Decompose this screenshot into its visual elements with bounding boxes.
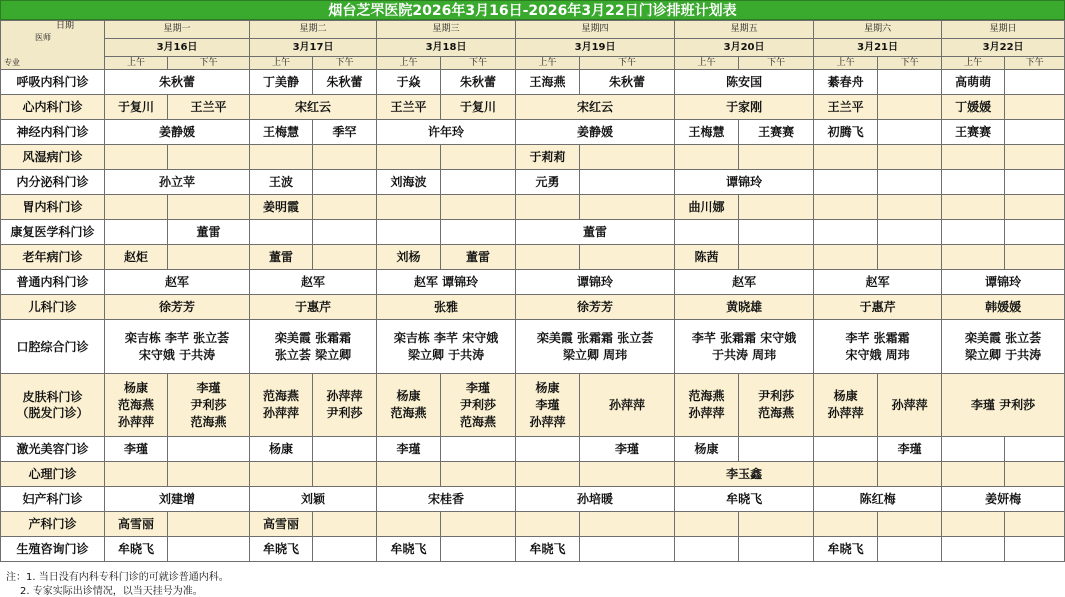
doctor-cell: 赵炬 <box>105 245 168 270</box>
doctor-cell <box>739 512 814 537</box>
doctor-cell: 季罕 <box>313 120 377 145</box>
doctor-cell <box>105 145 168 170</box>
doctor-cell: 朱秋蕾 <box>441 70 516 95</box>
doctor-cell <box>441 145 516 170</box>
department-name: 心内科门诊 <box>1 95 105 120</box>
doctor-cell: 李瑾 尹利莎 范海燕 <box>168 374 250 437</box>
doctor-cell <box>168 512 250 537</box>
doctor-cell: 王波 <box>250 170 313 195</box>
doctor-cell: 李瑾 尹利莎 范海燕 <box>441 374 516 437</box>
doctor-cell: 牟晓飞 <box>377 537 441 562</box>
schedule-title: 烟台芝罘医院2026年3月16日-2026年3月22日门诊排班计划表 <box>0 0 1065 20</box>
doctor-cell: 李瑾 <box>377 437 441 462</box>
doctor-cell <box>168 537 250 562</box>
doctor-cell: 于焱 <box>377 70 441 95</box>
doctor-cell: 李瑾 尹利莎 <box>942 374 1065 437</box>
doctor-cell <box>878 220 942 245</box>
doctor-cell: 徐芳芳 <box>516 295 675 320</box>
doctor-cell: 宋红云 <box>250 95 377 120</box>
doctor-cell: 于惠芹 <box>814 295 942 320</box>
doctor-cell <box>1005 245 1065 270</box>
doctor-cell <box>878 512 942 537</box>
doctor-cell <box>814 245 878 270</box>
doctor-cell: 刘建增 <box>105 487 250 512</box>
doctor-cell: 杨康 李瑾 孙萍萍 <box>516 374 580 437</box>
schedule-table <box>0 20 1065 562</box>
footnote-2: 2. 专家实际出诊情况，以当天挂号为准。 <box>20 586 203 597</box>
weekday-header-row <box>1 21 1065 39</box>
doctor-cell: 綦春舟 <box>814 70 878 95</box>
doctor-cell <box>441 437 516 462</box>
schedule-row <box>1 437 1065 462</box>
doctor-cell: 杨康 范海燕 孙萍萍 <box>105 374 168 437</box>
date-header: 3月16日 <box>105 39 250 57</box>
weekday-header: 星期三 <box>377 21 516 39</box>
department-name: 激光美容门诊 <box>1 437 105 462</box>
doctor-cell <box>377 195 441 220</box>
doctor-cell <box>675 512 739 537</box>
department-name: 胃内科门诊 <box>1 195 105 220</box>
doctor-cell <box>942 512 1005 537</box>
schedule-row <box>1 120 1065 145</box>
doctor-cell: 栾吉栋 李芊 张立荟 宋守娥 于共涛 <box>105 320 250 374</box>
department-name: 儿科门诊 <box>1 295 105 320</box>
half-day-header-row <box>1 57 1065 70</box>
doctor-cell: 姜静媛 <box>516 120 675 145</box>
department-name: 妇产科门诊 <box>1 487 105 512</box>
doctor-cell <box>878 145 942 170</box>
doctor-cell <box>675 537 739 562</box>
department-name: 老年病门诊 <box>1 245 105 270</box>
doctor-cell: 牟晓飞 <box>516 537 580 562</box>
doctor-cell <box>377 462 441 487</box>
doctor-cell: 牟晓飞 <box>105 537 168 562</box>
doctor-cell: 朱秋蕾 <box>580 70 675 95</box>
morning-header: 上午 <box>675 57 739 70</box>
doctor-cell: 李玉鑫 <box>675 462 814 487</box>
schedule-row <box>1 320 1065 374</box>
doctor-cell: 姜静媛 <box>105 120 250 145</box>
schedule-row <box>1 170 1065 195</box>
doctor-cell: 董雷 <box>250 245 313 270</box>
weekday-header: 星期五 <box>675 21 814 39</box>
doctor-cell <box>580 512 675 537</box>
date-header: 3月22日 <box>942 39 1065 57</box>
doctor-cell <box>1005 462 1065 487</box>
doctor-cell: 董雷 <box>516 220 675 245</box>
schedule-row <box>1 512 1065 537</box>
doctor-cell <box>1005 145 1065 170</box>
doctor-cell: 姜妍梅 <box>942 487 1065 512</box>
department-name: 内分泌科门诊 <box>1 170 105 195</box>
doctor-cell <box>313 437 377 462</box>
doctor-cell <box>313 245 377 270</box>
doctor-cell <box>377 512 441 537</box>
doctor-cell <box>942 437 1005 462</box>
doctor-cell <box>580 462 675 487</box>
doctor-cell <box>878 462 942 487</box>
doctor-cell <box>580 170 675 195</box>
doctor-cell <box>878 70 942 95</box>
doctor-cell: 董雷 <box>168 220 250 245</box>
date-header: 3月17日 <box>250 39 377 57</box>
doctor-cell: 孙萍萍 <box>580 374 675 437</box>
schedule-row <box>1 195 1065 220</box>
doctor-cell <box>942 537 1005 562</box>
doctor-cell <box>441 195 516 220</box>
doctor-cell: 赵军 <box>105 270 250 295</box>
doctor-cell: 初腾飞 <box>814 120 878 145</box>
doctor-cell <box>168 195 250 220</box>
doctor-cell <box>942 245 1005 270</box>
doctor-cell: 李瑾 <box>878 437 942 462</box>
doctor-cell <box>250 145 313 170</box>
doctor-cell <box>739 245 814 270</box>
doctor-cell <box>313 537 377 562</box>
doctor-cell: 徐芳芳 <box>105 295 250 320</box>
weekday-header: 星期六 <box>814 21 942 39</box>
doctor-cell: 栾美霞 张立荟 梁立卿 于共涛 <box>942 320 1065 374</box>
doctor-cell: 高萌萌 <box>942 70 1005 95</box>
doctor-cell: 王赛赛 <box>942 120 1005 145</box>
doctor-cell: 谭锦玲 <box>942 270 1065 295</box>
afternoon-header: 下午 <box>313 57 377 70</box>
morning-header: 上午 <box>814 57 878 70</box>
afternoon-header: 下午 <box>441 57 516 70</box>
doctor-cell <box>168 437 250 462</box>
doctor-cell <box>168 245 250 270</box>
schedule-row <box>1 374 1065 437</box>
doctor-cell: 李瑾 <box>580 437 675 462</box>
doctor-cell: 陈安国 <box>675 70 814 95</box>
doctor-cell: 王兰平 <box>814 95 878 120</box>
doctor-cell <box>675 220 739 245</box>
doctor-cell <box>942 145 1005 170</box>
doctor-cell <box>942 195 1005 220</box>
schedule-row <box>1 95 1065 120</box>
corner-doctor-label: 医师 <box>35 33 51 42</box>
date-header: 3月18日 <box>377 39 516 57</box>
doctor-cell <box>580 195 675 220</box>
doctor-cell: 李芊 张霜霜 宋守娥 于共涛 周玮 <box>675 320 814 374</box>
doctor-cell <box>313 145 377 170</box>
doctor-cell <box>739 537 814 562</box>
doctor-cell: 杨康 孙萍萍 <box>814 374 878 437</box>
date-header: 3月20日 <box>675 39 814 57</box>
doctor-cell <box>377 220 441 245</box>
weekday-header: 星期一 <box>105 21 250 39</box>
doctor-cell: 牟晓飞 <box>250 537 313 562</box>
morning-header: 上午 <box>250 57 313 70</box>
doctor-cell <box>313 220 377 245</box>
doctor-cell <box>250 220 313 245</box>
doctor-cell <box>313 462 377 487</box>
doctor-cell <box>675 145 739 170</box>
doctor-cell <box>250 462 313 487</box>
schedule-row <box>1 270 1065 295</box>
date-header: 3月21日 <box>814 39 942 57</box>
doctor-cell: 于家刚 <box>675 95 814 120</box>
doctor-cell: 董雷 <box>441 245 516 270</box>
doctor-cell <box>516 195 580 220</box>
afternoon-header: 下午 <box>580 57 675 70</box>
schedule-row <box>1 70 1065 95</box>
schedule-row <box>1 245 1065 270</box>
doctor-cell: 于惠芹 <box>250 295 377 320</box>
doctor-cell: 刘杨 <box>377 245 441 270</box>
doctor-cell <box>942 462 1005 487</box>
doctor-cell <box>441 220 516 245</box>
corner-cell <box>1 21 105 70</box>
doctor-cell <box>814 437 878 462</box>
morning-header: 上午 <box>377 57 441 70</box>
morning-header: 上午 <box>516 57 580 70</box>
doctor-cell: 朱秋蕾 <box>105 70 250 95</box>
doctor-cell <box>1005 95 1065 120</box>
afternoon-header: 下午 <box>878 57 942 70</box>
department-name: 皮肤科门诊 （脱发门诊） <box>1 374 105 437</box>
doctor-cell <box>814 512 878 537</box>
doctor-cell: 杨康 范海燕 <box>377 374 441 437</box>
doctor-cell <box>1005 170 1065 195</box>
doctor-cell: 宋红云 <box>516 95 675 120</box>
doctor-cell: 张雅 <box>377 295 516 320</box>
doctor-cell <box>1005 220 1065 245</box>
doctor-cell: 于复川 <box>105 95 168 120</box>
doctor-cell: 王海燕 <box>516 70 580 95</box>
doctor-cell <box>168 145 250 170</box>
doctor-cell: 丁美静 <box>250 70 313 95</box>
doctor-cell: 陈茜 <box>675 245 739 270</box>
doctor-cell <box>942 170 1005 195</box>
weekday-header: 星期四 <box>516 21 675 39</box>
doctor-cell <box>313 512 377 537</box>
doctor-cell: 许年玲 <box>377 120 516 145</box>
doctor-cell <box>814 145 878 170</box>
department-name: 普通内科门诊 <box>1 270 105 295</box>
doctor-cell <box>878 537 942 562</box>
doctor-cell: 陈红梅 <box>814 487 942 512</box>
department-name: 康复医学科门诊 <box>1 220 105 245</box>
schedule-row <box>1 295 1065 320</box>
doctor-cell <box>441 170 516 195</box>
schedule-row <box>1 487 1065 512</box>
doctor-cell <box>516 437 580 462</box>
department-name: 风湿病门诊 <box>1 145 105 170</box>
doctor-cell: 王梅慧 <box>675 120 739 145</box>
doctor-cell: 王赛赛 <box>739 120 814 145</box>
doctor-cell: 谭锦玲 <box>675 170 814 195</box>
schedule-row <box>1 537 1065 562</box>
doctor-cell: 王梅慧 <box>250 120 313 145</box>
weekday-header: 星期日 <box>942 21 1065 39</box>
department-name: 产科门诊 <box>1 512 105 537</box>
doctor-cell: 孙培暖 <box>516 487 675 512</box>
schedule-row <box>1 462 1065 487</box>
doctor-cell <box>168 462 250 487</box>
doctor-cell <box>1005 70 1065 95</box>
doctor-cell: 范海燕 孙萍萍 <box>250 374 313 437</box>
doctor-cell: 牟晓飞 <box>814 537 878 562</box>
doctor-cell: 曲川娜 <box>675 195 739 220</box>
doctor-cell <box>441 537 516 562</box>
doctor-cell <box>878 95 942 120</box>
doctor-cell: 李瑾 <box>105 437 168 462</box>
doctor-cell <box>1005 120 1065 145</box>
date-header: 3月19日 <box>516 39 675 57</box>
doctor-cell <box>739 437 814 462</box>
doctor-cell: 于莉莉 <box>516 145 580 170</box>
doctor-cell: 黄晓雄 <box>675 295 814 320</box>
doctor-cell: 赵军 <box>250 270 377 295</box>
doctor-cell: 高雪丽 <box>250 512 313 537</box>
doctor-cell <box>739 145 814 170</box>
schedule-row <box>1 145 1065 170</box>
doctor-cell <box>739 195 814 220</box>
corner-date-label: 日期 <box>55 21 74 31</box>
doctor-cell <box>814 462 878 487</box>
doctor-cell: 孙萍萍 <box>878 374 942 437</box>
doctor-cell <box>739 220 814 245</box>
doctor-cell <box>516 245 580 270</box>
doctor-cell: 刘海波 <box>377 170 441 195</box>
morning-header: 上午 <box>105 57 168 70</box>
afternoon-header: 下午 <box>1005 57 1065 70</box>
doctor-cell: 栾美霞 张霜霜 张立荟 梁立卿 <box>250 320 377 374</box>
doctor-cell: 丁媛媛 <box>942 95 1005 120</box>
doctor-cell <box>580 537 675 562</box>
doctor-cell <box>878 120 942 145</box>
doctor-cell: 李芊 张霜霜 宋守娥 周玮 <box>814 320 942 374</box>
morning-header: 上午 <box>942 57 1005 70</box>
doctor-cell: 赵军 谭锦玲 <box>377 270 516 295</box>
department-name: 神经内科门诊 <box>1 120 105 145</box>
date-header-row <box>1 39 1065 57</box>
doctor-cell <box>1005 437 1065 462</box>
department-name: 口腔综合门诊 <box>1 320 105 374</box>
doctor-cell: 孙立苹 <box>105 170 250 195</box>
doctor-cell: 赵军 <box>814 270 942 295</box>
doctor-cell <box>942 220 1005 245</box>
doctor-cell: 杨康 <box>250 437 313 462</box>
doctor-cell: 于复川 <box>441 95 516 120</box>
doctor-cell <box>814 220 878 245</box>
doctor-cell: 刘颖 <box>250 487 377 512</box>
doctor-cell <box>814 195 878 220</box>
doctor-cell <box>1005 512 1065 537</box>
doctor-cell <box>1005 537 1065 562</box>
doctor-cell: 栾美霞 张霜霜 张立荟 梁立卿 周玮 <box>516 320 675 374</box>
afternoon-header: 下午 <box>739 57 814 70</box>
doctor-cell <box>878 170 942 195</box>
doctor-cell <box>516 512 580 537</box>
doctor-cell: 牟晓飞 <box>675 487 814 512</box>
doctor-cell <box>105 220 168 245</box>
doctor-cell: 韩媛媛 <box>942 295 1065 320</box>
doctor-cell <box>105 462 168 487</box>
doctor-cell: 朱秋蕾 <box>313 70 377 95</box>
doctor-cell <box>377 145 441 170</box>
doctor-cell <box>1005 195 1065 220</box>
doctor-cell: 谭锦玲 <box>516 270 675 295</box>
doctor-cell: 宋桂香 <box>377 487 516 512</box>
department-name: 心理门诊 <box>1 462 105 487</box>
doctor-cell: 范海燕 孙萍萍 <box>675 374 739 437</box>
department-name: 呼吸内科门诊 <box>1 70 105 95</box>
schedule-row <box>1 220 1065 245</box>
doctor-cell <box>878 195 942 220</box>
doctor-cell <box>313 195 377 220</box>
doctor-cell: 高雪丽 <box>105 512 168 537</box>
doctor-cell <box>516 462 580 487</box>
doctor-cell: 孙萍萍 尹利莎 <box>313 374 377 437</box>
doctor-cell <box>313 170 377 195</box>
doctor-cell <box>580 245 675 270</box>
doctor-cell <box>580 145 675 170</box>
doctor-cell: 尹利莎 范海燕 <box>739 374 814 437</box>
schedule-body <box>1 21 1065 562</box>
doctor-cell: 王兰平 <box>377 95 441 120</box>
doctor-cell: 王兰平 <box>168 95 250 120</box>
doctor-cell: 杨康 <box>675 437 739 462</box>
afternoon-header: 下午 <box>168 57 250 70</box>
doctor-cell <box>105 195 168 220</box>
doctor-cell: 赵军 <box>675 270 814 295</box>
doctor-cell: 元勇 <box>516 170 580 195</box>
doctor-cell <box>814 170 878 195</box>
doctor-cell: 姜明霞 <box>250 195 313 220</box>
weekday-header: 星期二 <box>250 21 377 39</box>
doctor-cell <box>441 512 516 537</box>
footnote-1: 注：1. 当日没有内科专科门诊的可就诊普通内科。 <box>6 572 229 583</box>
corner-dept-label: 专业 <box>4 58 20 67</box>
doctor-cell <box>878 245 942 270</box>
doctor-cell <box>441 462 516 487</box>
doctor-cell: 栾吉栋 李芊 宋守娥 梁立卿 于共涛 <box>377 320 516 374</box>
department-name: 生殖咨询门诊 <box>1 537 105 562</box>
